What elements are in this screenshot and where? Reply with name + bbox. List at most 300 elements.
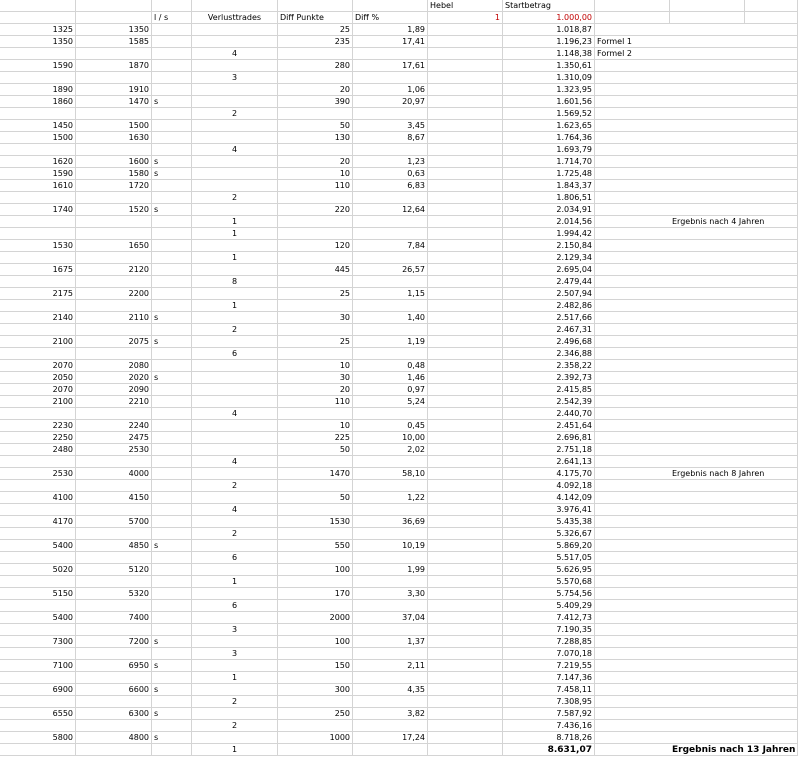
startbetrag-cell[interactable]: 2.479,44: [503, 276, 595, 288]
cell[interactable]: [745, 744, 798, 756]
ergebnis-cell[interactable]: [670, 36, 745, 48]
entry-cell[interactable]: 1500: [0, 132, 76, 144]
entry-cell[interactable]: [0, 348, 76, 360]
startbetrag-cell[interactable]: 4.092,18: [503, 480, 595, 492]
verlusttrades-cell[interactable]: 1: [192, 744, 278, 756]
ls-cell[interactable]: [152, 444, 192, 456]
startbetrag-cell[interactable]: 2.517,66: [503, 312, 595, 324]
formel-cell[interactable]: [595, 120, 670, 132]
ergebnis-cell[interactable]: [670, 396, 745, 408]
diff-punkte-cell[interactable]: [278, 348, 353, 360]
entry-cell[interactable]: [0, 720, 76, 732]
diff-pct-cell[interactable]: [353, 528, 428, 540]
ergebnis-cell[interactable]: [670, 312, 745, 324]
startbetrag-cell[interactable]: 5.626,95: [503, 564, 595, 576]
cell[interactable]: [76, 12, 152, 24]
hebel-value[interactable]: 1: [428, 12, 503, 24]
cell[interactable]: [76, 0, 152, 12]
startbetrag-cell[interactable]: 5.869,20: [503, 540, 595, 552]
cell[interactable]: [745, 636, 798, 648]
diff-pct-cell[interactable]: [353, 696, 428, 708]
exit-cell[interactable]: [76, 672, 152, 684]
cell[interactable]: [745, 672, 798, 684]
hebel-cell[interactable]: [428, 468, 503, 480]
startbetrag-cell[interactable]: 2.014,56: [503, 216, 595, 228]
cell[interactable]: [745, 324, 798, 336]
hebel-cell[interactable]: [428, 432, 503, 444]
verlusttrades-cell[interactable]: [192, 264, 278, 276]
diff-pct-cell[interactable]: [353, 144, 428, 156]
ls-cell[interactable]: [152, 240, 192, 252]
cell[interactable]: [745, 0, 798, 12]
cell[interactable]: [745, 264, 798, 276]
exit-cell[interactable]: [76, 216, 152, 228]
hebel-cell[interactable]: [428, 636, 503, 648]
formel-cell[interactable]: [595, 288, 670, 300]
ergebnis-cell[interactable]: [670, 612, 745, 624]
hebel-cell[interactable]: [428, 444, 503, 456]
diff-pct-cell[interactable]: [353, 192, 428, 204]
cell[interactable]: [745, 564, 798, 576]
diff-punkte-cell[interactable]: [278, 504, 353, 516]
ergebnis-cell[interactable]: [670, 192, 745, 204]
formel-cell[interactable]: [595, 252, 670, 264]
verlusttrades-cell[interactable]: 6: [192, 348, 278, 360]
diff-punkte-cell[interactable]: [278, 624, 353, 636]
ls-cell[interactable]: [152, 696, 192, 708]
cell[interactable]: [745, 468, 798, 480]
entry-cell[interactable]: 2230: [0, 420, 76, 432]
formel-cell[interactable]: [595, 84, 670, 96]
diff-punkte-cell[interactable]: [278, 324, 353, 336]
formel-cell[interactable]: [595, 24, 670, 36]
cell[interactable]: [745, 336, 798, 348]
cell[interactable]: [745, 348, 798, 360]
cell[interactable]: [745, 12, 798, 24]
diff-punkte-cell[interactable]: 50: [278, 492, 353, 504]
diff-pct-cell[interactable]: 1,89: [353, 24, 428, 36]
entry-cell[interactable]: [0, 552, 76, 564]
cell[interactable]: [0, 0, 76, 12]
diff-pct-cell[interactable]: 20,97: [353, 96, 428, 108]
entry-cell[interactable]: [0, 456, 76, 468]
entry-cell[interactable]: 2100: [0, 336, 76, 348]
exit-cell[interactable]: 1580: [76, 168, 152, 180]
entry-cell[interactable]: [0, 504, 76, 516]
verlusttrades-cell[interactable]: 1: [192, 216, 278, 228]
formel-cell[interactable]: [595, 648, 670, 660]
entry-cell[interactable]: [0, 300, 76, 312]
cell[interactable]: [745, 612, 798, 624]
hebel-cell[interactable]: [428, 684, 503, 696]
diff-punkte-cell[interactable]: [278, 408, 353, 420]
diff-punkte-cell[interactable]: [278, 672, 353, 684]
verlusttrades-cell[interactable]: 1: [192, 228, 278, 240]
verlusttrades-cell[interactable]: 6: [192, 552, 278, 564]
exit-cell[interactable]: [76, 720, 152, 732]
cell[interactable]: [353, 0, 428, 12]
entry-cell[interactable]: 1350: [0, 36, 76, 48]
ergebnis-cell[interactable]: [670, 648, 745, 660]
diff-punkte-cell[interactable]: 300: [278, 684, 353, 696]
diff-punkte-cell[interactable]: 20: [278, 156, 353, 168]
hebel-cell[interactable]: [428, 528, 503, 540]
exit-cell[interactable]: 1350: [76, 24, 152, 36]
ls-cell[interactable]: [152, 564, 192, 576]
diff-punkte-header[interactable]: Diff Punkte: [278, 12, 353, 24]
ls-cell[interactable]: [152, 252, 192, 264]
exit-cell[interactable]: [76, 300, 152, 312]
startbetrag-cell[interactable]: 7.070,18: [503, 648, 595, 660]
formel-cell[interactable]: [595, 432, 670, 444]
verlusttrades-cell[interactable]: [192, 312, 278, 324]
formel-cell[interactable]: [595, 180, 670, 192]
diff-pct-header[interactable]: Diff %: [353, 12, 428, 24]
cell[interactable]: [745, 552, 798, 564]
diff-pct-cell[interactable]: 5,24: [353, 396, 428, 408]
diff-pct-cell[interactable]: 1,46: [353, 372, 428, 384]
entry-cell[interactable]: 2175: [0, 288, 76, 300]
cell[interactable]: [192, 0, 278, 12]
formel-cell[interactable]: [595, 504, 670, 516]
exit-cell[interactable]: 1520: [76, 204, 152, 216]
exit-cell[interactable]: 2200: [76, 288, 152, 300]
diff-punkte-cell[interactable]: 25: [278, 288, 353, 300]
exit-cell[interactable]: 1585: [76, 36, 152, 48]
exit-cell[interactable]: 1650: [76, 240, 152, 252]
exit-cell[interactable]: [76, 528, 152, 540]
startbetrag-cell[interactable]: 1.623,65: [503, 120, 595, 132]
diff-punkte-cell[interactable]: 120: [278, 240, 353, 252]
ls-cell[interactable]: [152, 468, 192, 480]
formel-cell[interactable]: [595, 732, 670, 744]
diff-pct-cell[interactable]: [353, 252, 428, 264]
ls-cell[interactable]: [152, 648, 192, 660]
verlusttrades-header[interactable]: Verlusttrades: [192, 12, 278, 24]
entry-cell[interactable]: [0, 144, 76, 156]
diff-punkte-cell[interactable]: [278, 252, 353, 264]
entry-cell[interactable]: 1890: [0, 84, 76, 96]
exit-cell[interactable]: 4800: [76, 732, 152, 744]
diff-punkte-cell[interactable]: 280: [278, 60, 353, 72]
cell[interactable]: [745, 480, 798, 492]
formel-cell[interactable]: [595, 672, 670, 684]
hebel-cell[interactable]: [428, 384, 503, 396]
exit-cell[interactable]: 2090: [76, 384, 152, 396]
ls-cell[interactable]: [152, 552, 192, 564]
ls-cell[interactable]: s: [152, 312, 192, 324]
cell[interactable]: [278, 0, 353, 12]
ergebnis-cell[interactable]: [670, 528, 745, 540]
hebel-cell[interactable]: [428, 480, 503, 492]
formel-cell[interactable]: [595, 228, 670, 240]
cell[interactable]: [745, 252, 798, 264]
ls-cell[interactable]: [152, 180, 192, 192]
ergebnis-cell[interactable]: [670, 696, 745, 708]
diff-pct-cell[interactable]: 36,69: [353, 516, 428, 528]
formel-cell[interactable]: [595, 96, 670, 108]
formel-cell[interactable]: Formel 2: [597, 49, 632, 58]
diff-punkte-cell[interactable]: 220: [278, 204, 353, 216]
entry-cell[interactable]: 7100: [0, 660, 76, 672]
ergebnis-cell[interactable]: [670, 60, 745, 72]
diff-pct-cell[interactable]: [353, 720, 428, 732]
cell[interactable]: [745, 624, 798, 636]
entry-cell[interactable]: 1620: [0, 156, 76, 168]
verlusttrades-cell[interactable]: [192, 156, 278, 168]
ergebnis-cell[interactable]: [670, 240, 745, 252]
ergebnis-cell[interactable]: [670, 336, 745, 348]
diff-pct-cell[interactable]: [353, 72, 428, 84]
exit-cell[interactable]: [76, 504, 152, 516]
ls-cell[interactable]: [152, 624, 192, 636]
ls-cell[interactable]: s: [152, 168, 192, 180]
entry-cell[interactable]: 4170: [0, 516, 76, 528]
exit-cell[interactable]: 1870: [76, 60, 152, 72]
formel-cell[interactable]: [595, 300, 670, 312]
cell[interactable]: [745, 528, 798, 540]
ls-cell[interactable]: [152, 408, 192, 420]
hebel-cell[interactable]: [428, 696, 503, 708]
diff-punkte-cell[interactable]: [278, 648, 353, 660]
ergebnis-cell[interactable]: [670, 720, 745, 732]
startbetrag-cell[interactable]: 2.150,84: [503, 240, 595, 252]
ls-cell[interactable]: [152, 600, 192, 612]
diff-punkte-cell[interactable]: [278, 576, 353, 588]
exit-cell[interactable]: 6300: [76, 708, 152, 720]
verlusttrades-cell[interactable]: [192, 360, 278, 372]
cell[interactable]: [745, 720, 798, 732]
startbetrag-cell[interactable]: 7.219,55: [503, 660, 595, 672]
formel-cell[interactable]: [595, 108, 670, 120]
diff-punkte-cell[interactable]: 10: [278, 420, 353, 432]
ergebnis-cell[interactable]: [670, 660, 745, 672]
diff-pct-cell[interactable]: [353, 648, 428, 660]
formel-cell[interactable]: [595, 312, 670, 324]
hebel-cell[interactable]: [428, 312, 503, 324]
startbetrag-cell[interactable]: 1.601,56: [503, 96, 595, 108]
verlusttrades-cell[interactable]: [192, 24, 278, 36]
ergebnis-cell[interactable]: [670, 144, 745, 156]
verlusttrades-cell[interactable]: [192, 636, 278, 648]
startbetrag-cell[interactable]: 4.175,70: [503, 468, 595, 480]
cell[interactable]: [745, 408, 798, 420]
hebel-cell[interactable]: [428, 624, 503, 636]
formel-cell[interactable]: [595, 456, 670, 468]
verlusttrades-cell[interactable]: [192, 468, 278, 480]
verlusttrades-cell[interactable]: 2: [192, 192, 278, 204]
entry-cell[interactable]: [0, 252, 76, 264]
diff-punkte-cell[interactable]: 50: [278, 120, 353, 132]
verlusttrades-cell[interactable]: 3: [192, 624, 278, 636]
diff-punkte-cell[interactable]: 20: [278, 384, 353, 396]
verlusttrades-cell[interactable]: [192, 708, 278, 720]
ls-cell[interactable]: [152, 420, 192, 432]
ls-cell[interactable]: [152, 456, 192, 468]
formel-cell[interactable]: [595, 204, 670, 216]
exit-cell[interactable]: 6950: [76, 660, 152, 672]
exit-cell[interactable]: [76, 348, 152, 360]
startbetrag-cell[interactable]: 7.458,11: [503, 684, 595, 696]
exit-cell[interactable]: [76, 108, 152, 120]
hebel-cell[interactable]: [428, 660, 503, 672]
hebel-cell[interactable]: [428, 420, 503, 432]
formel-cell[interactable]: [595, 264, 670, 276]
diff-pct-cell[interactable]: [353, 744, 428, 756]
ergebnis-cell[interactable]: [670, 108, 745, 120]
ls-cell[interactable]: [152, 132, 192, 144]
verlusttrades-cell[interactable]: [192, 732, 278, 744]
hebel-cell[interactable]: [428, 168, 503, 180]
exit-cell[interactable]: [76, 744, 152, 756]
diff-punkte-cell[interactable]: 20: [278, 84, 353, 96]
ergebnis-cell[interactable]: [670, 168, 745, 180]
startbetrag-cell[interactable]: 2.034,91: [503, 204, 595, 216]
entry-cell[interactable]: 4100: [0, 492, 76, 504]
ls-cell[interactable]: [152, 360, 192, 372]
startbetrag-cell[interactable]: 2.482,86: [503, 300, 595, 312]
formel-cell[interactable]: [595, 480, 670, 492]
ls-cell[interactable]: s: [152, 372, 192, 384]
entry-cell[interactable]: 1610: [0, 180, 76, 192]
cell[interactable]: [745, 36, 798, 48]
hebel-cell[interactable]: [428, 648, 503, 660]
diff-punkte-cell[interactable]: 100: [278, 636, 353, 648]
ls-cell[interactable]: [152, 672, 192, 684]
ls-cell[interactable]: [152, 36, 192, 48]
entry-cell[interactable]: [0, 576, 76, 588]
entry-cell[interactable]: 6900: [0, 684, 76, 696]
startbetrag-cell[interactable]: 1.350,61: [503, 60, 595, 72]
cell[interactable]: [745, 732, 798, 744]
diff-pct-cell[interactable]: 0,48: [353, 360, 428, 372]
verlusttrades-cell[interactable]: [192, 204, 278, 216]
startbetrag-cell[interactable]: 2.641,13: [503, 456, 595, 468]
hebel-cell[interactable]: [428, 456, 503, 468]
formel-cell[interactable]: [595, 660, 670, 672]
ls-cell[interactable]: [152, 384, 192, 396]
cell[interactable]: [745, 48, 798, 60]
ergebnis-cell[interactable]: [670, 252, 745, 264]
entry-cell[interactable]: 5150: [0, 588, 76, 600]
formel-cell[interactable]: [595, 144, 670, 156]
formel-cell[interactable]: [595, 156, 670, 168]
diff-pct-cell[interactable]: 10,00: [353, 432, 428, 444]
hebel-cell[interactable]: [428, 720, 503, 732]
ergebnis-cell[interactable]: [670, 564, 745, 576]
exit-cell[interactable]: 7400: [76, 612, 152, 624]
formel-cell[interactable]: [595, 420, 670, 432]
exit-cell[interactable]: 1630: [76, 132, 152, 144]
exit-cell[interactable]: 4000: [76, 468, 152, 480]
ergebnis-cell[interactable]: [670, 588, 745, 600]
verlusttrades-cell[interactable]: [192, 336, 278, 348]
startbetrag-cell[interactable]: 5.435,38: [503, 516, 595, 528]
cell[interactable]: [745, 660, 798, 672]
startbetrag-cell[interactable]: 2.440,70: [503, 408, 595, 420]
ergebnis-cell[interactable]: [670, 348, 745, 360]
hebel-cell[interactable]: [428, 564, 503, 576]
entry-cell[interactable]: 2250: [0, 432, 76, 444]
cell[interactable]: [745, 168, 798, 180]
cell[interactable]: [745, 312, 798, 324]
verlusttrades-cell[interactable]: [192, 372, 278, 384]
diff-punkte-cell[interactable]: 1470: [278, 468, 353, 480]
diff-pct-cell[interactable]: 1,99: [353, 564, 428, 576]
entry-cell[interactable]: 2140: [0, 312, 76, 324]
startbetrag-cell[interactable]: 1.994,42: [503, 228, 595, 240]
verlusttrades-cell[interactable]: [192, 84, 278, 96]
diff-pct-cell[interactable]: [353, 276, 428, 288]
diff-punkte-cell[interactable]: [278, 696, 353, 708]
hebel-cell[interactable]: [428, 672, 503, 684]
verlusttrades-cell[interactable]: 3: [192, 72, 278, 84]
hebel-cell[interactable]: [428, 48, 503, 60]
diff-punkte-cell[interactable]: 110: [278, 396, 353, 408]
ls-cell[interactable]: [152, 396, 192, 408]
entry-cell[interactable]: [0, 408, 76, 420]
cell[interactable]: [745, 444, 798, 456]
startbetrag-cell[interactable]: 1.196,23: [503, 36, 595, 48]
diff-punkte-cell[interactable]: 25: [278, 336, 353, 348]
ergebnis-cell[interactable]: [670, 324, 745, 336]
hebel-cell[interactable]: [428, 288, 503, 300]
ls-cell[interactable]: s: [152, 96, 192, 108]
exit-cell[interactable]: 7200: [76, 636, 152, 648]
startbetrag-cell[interactable]: 8.631,07: [503, 744, 595, 756]
ergebnis-cell[interactable]: [670, 204, 745, 216]
verlusttrades-cell[interactable]: 2: [192, 108, 278, 120]
ls-cell[interactable]: [152, 300, 192, 312]
exit-cell[interactable]: 6600: [76, 684, 152, 696]
verlusttrades-cell[interactable]: [192, 180, 278, 192]
hebel-cell[interactable]: [428, 516, 503, 528]
ls-cell[interactable]: [152, 528, 192, 540]
diff-pct-cell[interactable]: [353, 108, 428, 120]
formel-cell[interactable]: [595, 216, 670, 228]
diff-punkte-cell[interactable]: 390: [278, 96, 353, 108]
verlusttrades-cell[interactable]: 1: [192, 300, 278, 312]
diff-punkte-cell[interactable]: [278, 144, 353, 156]
hebel-cell[interactable]: [428, 372, 503, 384]
formel-cell[interactable]: [595, 324, 670, 336]
ls-cell[interactable]: s: [152, 156, 192, 168]
diff-punkte-cell[interactable]: [278, 300, 353, 312]
cell[interactable]: [745, 540, 798, 552]
verlusttrades-cell[interactable]: 4: [192, 408, 278, 420]
formel-cell[interactable]: [595, 744, 670, 756]
cell[interactable]: [745, 600, 798, 612]
diff-pct-cell[interactable]: 2,11: [353, 660, 428, 672]
hebel-cell[interactable]: [428, 156, 503, 168]
diff-pct-cell[interactable]: [353, 300, 428, 312]
formel-cell[interactable]: [595, 444, 670, 456]
verlusttrades-cell[interactable]: [192, 444, 278, 456]
hebel-cell[interactable]: [428, 144, 503, 156]
hebel-cell[interactable]: [428, 300, 503, 312]
cell[interactable]: [0, 12, 76, 24]
diff-pct-cell[interactable]: 0,63: [353, 168, 428, 180]
diff-pct-cell[interactable]: 12,64: [353, 204, 428, 216]
hebel-cell[interactable]: [428, 120, 503, 132]
cell[interactable]: [670, 0, 745, 12]
verlusttrades-cell[interactable]: [192, 60, 278, 72]
diff-pct-cell[interactable]: 1,15: [353, 288, 428, 300]
diff-punkte-cell[interactable]: 235: [278, 36, 353, 48]
verlusttrades-cell[interactable]: [192, 240, 278, 252]
cell[interactable]: [745, 588, 798, 600]
ergebnis-cell[interactable]: [670, 276, 745, 288]
